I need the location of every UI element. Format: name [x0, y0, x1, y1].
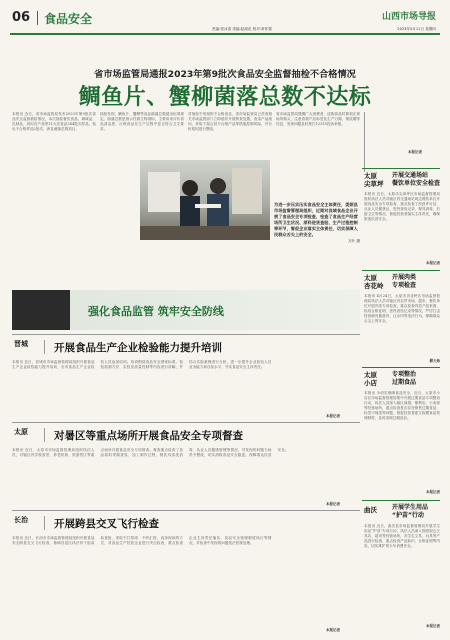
story3-headline: 对暑区等重点场所开展食品安全专项督查 [54, 430, 243, 442]
story2-location: 晋城 [14, 340, 28, 348]
side-story-4 [364, 502, 440, 634]
side4-location: 曲沃 [364, 506, 377, 514]
header-divider-icon [37, 11, 38, 25]
lead-body-a: 本报讯 近日，省市场监管局发布2023年第9批次食品安全监督抽检情况，本次抽检餐饮食品、调味品、乳制品、食用农产品等11大类食品244批次样品，检出不合格样品2批次，涉及菌落总数项目。 [12, 112, 96, 131]
right-rule-4 [362, 500, 440, 501]
lead-body-b: 抽检发现，鲷鱼片、蟹柳等食品菌落总数超出标准规定。菌落总数是指示性微生物指标，主要用来评价食品清洁度，反映食品在生产过程中是否符合卫生要求。 [100, 112, 184, 131]
story4-byline: 本报记者 [326, 628, 340, 632]
story3-location: 太原 [14, 428, 28, 436]
story2-top-rule [12, 334, 360, 335]
story2-body: 本报讯 近日，晋城市市场监督管理局组织开展食品生产企业检验能力提升培训，全市食品生产企业检验人员参加培训。培训围绕食品安全国家标准、检验检测方法、实验室质量控制等内容进行讲解，并结合实际案例进行分析，进一步提升企业检验人员业务能力和自检水平，夯实食品安全主体责任。 [12, 360, 272, 369]
banner-strip [12, 290, 360, 330]
story2-body-col [12, 360, 360, 418]
right-col-divider [364, 112, 365, 172]
side3-body: 本报讯 为切实保障食品安全，近日，太原市小店区市场监督管理局集中开展过期食品专项整治行动，执法人员深入辖区商超、便利店、小卖部等经营场所，重点检查是否存在销售过期食品、标签不规范等问题，督促经营者建立临期食品管理制度，及时清理过期食品。 [364, 391, 440, 420]
side2-location: 太原 杏花岭 [364, 274, 384, 290]
lead-col-1 [12, 112, 96, 242]
story3-top-rule [12, 422, 360, 423]
right-rule-2 [362, 270, 440, 271]
story4-location: 长治 [14, 516, 28, 524]
side2-body: 本报讯 4月24日，太原市杏花岭区市场监督管理局执法人员对辖区内农贸市场、超市、餐饮单位开展肉类专项检查，重点检查肉类产品来源、检疫合格证明、进货查验记录等情况，严厉打击经营病死畜禽肉、注水肉等违法行为，保障群众舌尖上的安全。 [364, 294, 440, 323]
story4-body: 本报讯 近日，长治市市场监督管理局组织开展食品安全跨县交叉飞行检查，抽调各县区执法骨干组成检查组，采取不打招呼、不听汇报、直奔现场的方式，对食品生产经营企业进行突击检查，重点检查企业主体责任落实、食品安全管理制度执行等情况，对检查中发现的问题依法依规处理。 [12, 536, 272, 545]
lead-headline: 鲷鱼片、蟹柳菌落总数不达标 [78, 85, 372, 110]
story2-byline: 本报记者 [326, 414, 340, 418]
side3-location: 太原 小店 [364, 371, 377, 387]
side1-body: 本报讯 近日，太原市尖草坪区市场监督管理局组织执法人员对辖区内交通场站周边餐饮单位开展食品安全专项检查，重点检查了经营许可证、从业人员健康证、进货查验记录、餐具消毒、后厨卫生等情况，督促经营者落实主体责任，确保旅客饮食安全。 [364, 192, 440, 221]
story2-divider [44, 340, 45, 354]
paper-name: 山西市场导报 [381, 12, 436, 22]
page-number: 06 [12, 10, 31, 25]
story4-headline: 开展跨县交叉飞行检查 [54, 518, 159, 530]
side3-headline: 专项整治 过期食品 [392, 371, 417, 386]
photo-caption-box [274, 202, 360, 282]
story3-body-col [12, 448, 360, 506]
story4-body-col [12, 536, 360, 626]
story4-top-rule [12, 510, 360, 511]
photo-credit: 万叶 摄 [348, 239, 360, 243]
lead-body-c: 对抽检中发现的不合格食品，省市场监管局已责成相关市场监管部门立即组织开展核查处置，查清产品流向，采取下架召回不合格产品等措施控制风险，并分析原因进行整改。 [188, 112, 272, 131]
side2-byline: 柳大炜 [429, 359, 440, 363]
section-title: 食品安全 [44, 12, 93, 26]
right-rule-3 [362, 367, 440, 368]
lead-body-d: 省市场监管局提醒广大消费者，选购食品时要到正规场所购买，注意查看产品标签及生产日期、保质期等信息，发现问题及时拨打12315投诉举报。 [276, 112, 360, 126]
banner-shield-icon [12, 290, 70, 330]
lead-byline: 本报记者 [408, 150, 422, 154]
side3-byline: 本报记者 [426, 490, 440, 494]
side1-byline: 本报记者 [426, 261, 440, 265]
editor-line: 责编:张冰清 美编:赵淑花 校对:常怀强 [212, 27, 272, 31]
page-header [0, 0, 450, 36]
side-story-1 [364, 170, 440, 270]
side-story-2 [364, 272, 440, 367]
side1-location: 太原 尖草坪 [364, 172, 384, 188]
story2-headline: 开展食品生产企业检验能力提升培训 [54, 342, 222, 354]
story3-byline: 本报记者 [326, 502, 340, 506]
right-rule-1 [362, 168, 440, 169]
photo-caption: 为进一步压实压实食品安全主体责任，娄烦县市场监督管理局组织，近期对县域食品企业开展了食品安全专项检查，检查了食品生产经营场所卫生状况、原料进货查验、生产过程控制等环节，督促企业落实主体责任，切实保障人民群众舌尖上的安全。 [274, 202, 358, 237]
side-story-3 [364, 369, 440, 499]
lead-kicker: 省市场监管局通报2023年第9批次食品安全监督抽检不合格情况 [94, 69, 356, 80]
story3-divider [44, 428, 45, 442]
banner-text: 强化食品监管 筑牢安全防线 [88, 305, 224, 318]
side4-body: 本报讯 近日，曲沃县市场监督管理局开展学生用品“护苗”专项行动，执法人员深入校园周边文具店、超市等经营场所，对学生文具、玩具等产品进行检查，重点检查产品标识、合格证明等内容，切实维护青少年消费安全。 [364, 524, 440, 548]
lead-col-3 [188, 112, 272, 157]
side4-byline: 本报记者 [426, 624, 440, 628]
date-line: 2023年5月11日 星期四 [397, 27, 436, 31]
header-rule [10, 33, 440, 35]
lead-col-4 [276, 112, 360, 157]
side2-headline: 开展肉类 专项检查 [392, 274, 417, 289]
side1-headline: 开展交通场站 餐饮单位安全检查 [392, 172, 441, 187]
side4-headline: 开展学生用品 “护苗”行动 [392, 504, 429, 519]
inspection-photo [140, 160, 270, 240]
story3-body: 本报讯 近日，太原市市场监督管理局组织执法人员，对辖区内学校食堂、养老机构、旅游景区等重点场所开展食品安全专项督查。督查重点检查了食品原料采购查验、加工制作过程、餐饮具清洗消毒、从业人员健康管理等情况，对发现的问题当场责令整改，切实消除食品安全隐患，保障群众饮食安全。 [12, 448, 289, 457]
story4-divider [44, 516, 45, 530]
